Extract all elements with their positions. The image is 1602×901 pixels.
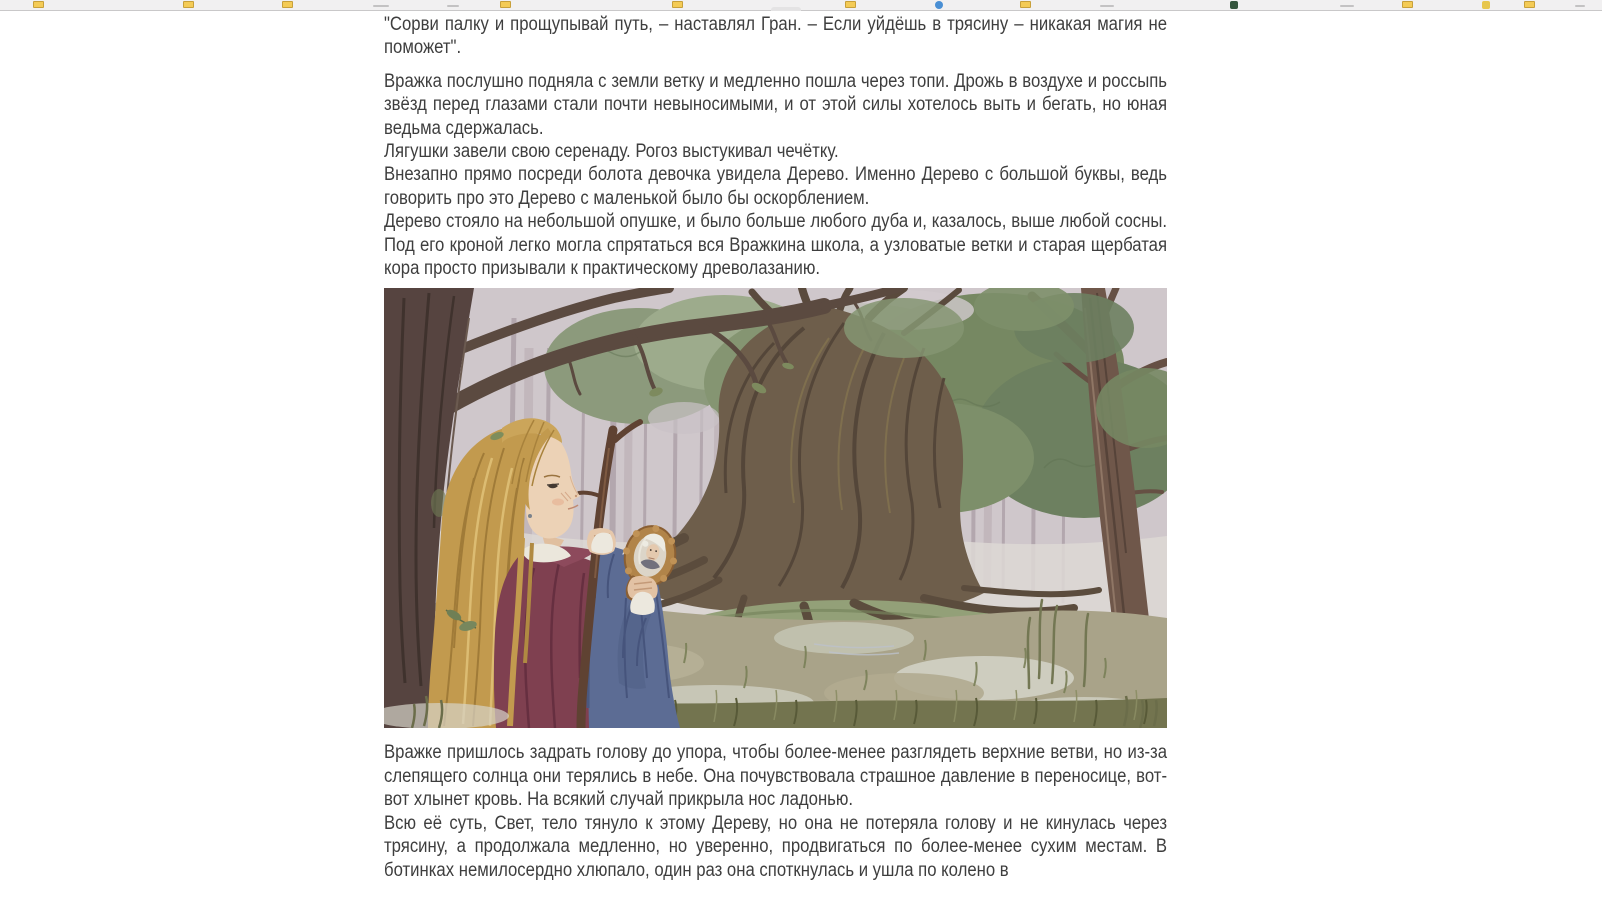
bookmark-folder-icon[interactable] <box>183 1 194 8</box>
story-page <box>384 11 1167 882</box>
bookmark-folder-icon[interactable] <box>1524 1 1535 8</box>
story-paragraph: Всю её суть, Свет, тело тянуло к этому Дереву, но она не потеряла голову и не кинулась через трясину, а продолжала медленно, но уверенно, продвигаться по более-менее сухим местам. В ботинках немилосердно хлюпало, один раз она споткнулась и ушла по колено в <box>384 812 1168 881</box>
story-text-bottom <box>384 741 1167 881</box>
story-paragraph: Вражка послушно подняла с земли ветку и медленно пошла через топи. Дрожь в воздухе и россыпь звёзд перед глазами стали почти невыносимыми, и от этой силы хотелось выть и бегать, но юная ведьма сдержалась. <box>384 70 1168 139</box>
bar-collapse-notch <box>771 7 801 11</box>
site-blue-favicon[interactable] <box>935 1 943 9</box>
earring <box>528 514 532 518</box>
site-yellow-favicon[interactable] <box>1482 1 1490 9</box>
site-green-favicon[interactable] <box>1230 1 1238 9</box>
story-paragraph: Вражке пришлось задрать голову до упора, чтобы более-менее разглядеть верхние ветви, но из-за слепящего солнца они терялись в небе. Она почувствовала страшное давление в переносице, вот-вот хлынет кровь. На всякий случай прикрыла нос ладонью. <box>384 742 1168 811</box>
story-paragraph: Лягушки завели свою серенаду. Рогоз выстукивал чечётку. <box>384 141 839 163</box>
story-paragraph: Внезапно прямо посреди болота девочка увидела Дерево. Именно Дерево с большой буквы, ведь говорить про это Дерево с маленькой было бы оскорблением. <box>384 164 1168 209</box>
story-text-top <box>384 13 1167 280</box>
bookmark-label-stub[interactable] <box>1100 5 1114 7</box>
bookmark-label-stub[interactable] <box>1575 5 1585 7</box>
story-paragraph: "Сорви палку и прощупывай путь, – наставлял Гран. – Если уйдёшь в трясину – никакая магия не поможет". <box>384 14 1168 59</box>
bookmark-label-stub[interactable] <box>447 5 459 7</box>
bookmark-folder-icon[interactable] <box>33 1 44 8</box>
bookmark-folder-icon[interactable] <box>672 1 683 8</box>
bookmarks-bar[interactable] <box>0 0 1602 11</box>
bookmark-label-stub[interactable] <box>1340 5 1354 7</box>
bookmark-folder-icon[interactable] <box>282 1 293 8</box>
bookmark-folder-icon[interactable] <box>845 1 856 8</box>
bookmark-folder-icon[interactable] <box>500 1 511 8</box>
story-illustration <box>384 288 1167 728</box>
bookmark-label-stub[interactable] <box>373 5 389 7</box>
story-paragraph: Дерево стояло на небольшой опушке, и было больше любого дуба и, казалось, выше любой сосны. Под его кроной легко могла спрятаться вся Вражкина школа, а узловатые ветки и старая щербатая кора просто призывали к практическому древолазанию. <box>384 211 1168 280</box>
bookmark-folder-icon[interactable] <box>1402 1 1413 8</box>
bookmark-folder-icon[interactable] <box>1020 1 1031 8</box>
